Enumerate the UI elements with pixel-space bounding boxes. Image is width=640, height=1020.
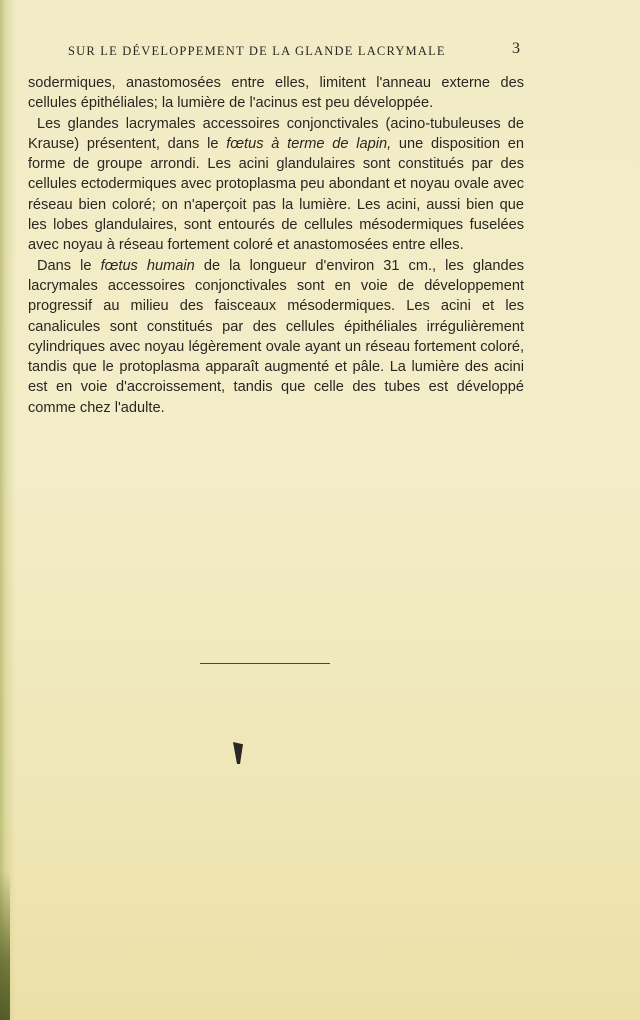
page-number: 3 — [512, 40, 520, 57]
page-edge-shadow — [0, 870, 10, 1020]
italic-segment: fœtus à terme de lapin, — [226, 135, 392, 152]
end-rule — [200, 663, 330, 664]
ink-mark — [233, 742, 243, 764]
text-segment: Les glandes lacrymales accessoires conjonctivales (acino-tubuleuses de Krause) présentent, dans le — [28, 115, 524, 152]
body-text — [28, 73, 524, 418]
paragraph — [28, 256, 524, 418]
running-title: SUR LE DÉVELOPPEMENT DE LA GLANDE LACRYMALE — [68, 44, 446, 58]
text-segment: une disposition en forme de groupe arrondi. Les acini glandulaires sont constitués par des cellules ectodermiques avec protoplasma peu abondant et noyau ovale avec réseau bien coloré; on n'aperçoit pas la lumière. Les acini, aussi bien que les lobes glandulaires, sont entourés de cellules mésodermiques fuselées avec noyau à réseau fortement coloré et anastomosées entre elles. — [28, 135, 525, 254]
italic-segment: fœtus humain — [100, 257, 195, 274]
text-segment: Dans le — [37, 257, 101, 274]
text-segment: de la longueur d'environ 31 cm., les glandes lacrymales accessoires conjonctivales sont en voie de développement progressif au milieu des faisceaux mésodermiques. Les acini et les canalicules sont constitués par des cellules épithéliales irrégulièrement cylindriques avec noyau légèrement ovale ayant un réseau fortement coloré, tandis que le protoplasma apparaît augmenté et pâle. La lumière des acini est en voie d'accroissement, tandis que celle des tubes est développé comme chez l'adulte. — [28, 257, 525, 416]
text-segment: sodermiques, anastomosées entre elles, limitent l'anneau externe des cellules épithéliales; la lumière de l'acinus est peu développée. — [28, 75, 524, 112]
paragraph — [28, 73, 524, 114]
paragraph — [28, 114, 524, 256]
